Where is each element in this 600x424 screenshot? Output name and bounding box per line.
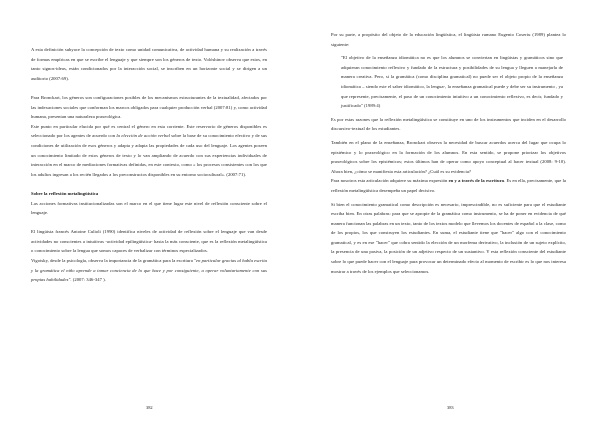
left-paragraph-1: A esta definición subyace la concepción de texto como unidad comunicativa, de actividad humana y su realización a través de formas empíricas en que se escribe el lenguaje y que siempre son los géneros de texto. Volóshinov observa que estos, en tanto signos-ideas, están condicionados por la interacción social, se inscriben en un horizonte social y se dirigen a un auditorio (2007:69). — [31, 47, 267, 81]
page-number-left: 382 — [146, 405, 153, 410]
left-paragraph-5: El lingüista francés Antoine Culioli (1990) identifica niveles de actividad de reflexión sobre el lenguaje que van desde actividades no conscientes a intuitivas -actividad epilingüística- hasta la más consciente, que es la reflexión metalingüística o conocimiento sobre la lengua que somos capaces de verbalizar con términos especializados. — [31, 229, 267, 254]
left-paragraph-6: Vigotsky, desde la psicología, observa la importancia de la gramática para la escritura "en particular gracias al habla escrita y la gramática el niño aprende a tomar conciencia de lo que hace y por consiguiente, a operar voluntariamente con sus propias habilidades". (2007: 346-347 ). — [31, 258, 267, 283]
right-paragraph-1: Por su parte, a propósito del objeto de la educación lingüística, el lingüista rumano Eugenio Coseriu (1989) plantea lo siguiente: — [331, 32, 566, 47]
right-paragraph-4: Para nosotros esta articulación adquiere su máxima expresión en y a través de la escritura. Es en ella, precisamente, que la reflexión metalingüística desempeña un papel decisivo. — [331, 178, 566, 193]
right-page — [300, 0, 600, 424]
right-text-block — [331, 30, 566, 276]
left-paragraph-4: Las acciones formativas institucionalizadas son el marco en el que tiene lugar este nivel de reflexión consciente sobre el lenguaje. — [31, 200, 267, 216]
left-paragraph-3: Este punto en particular elucida por qué es central el género en esta corriente. Este reservorio de géneros disponibles es seleccionado por los agentes de acuerdo con la elección de acción verbal sobre la base de su conocimiento efectivo y de sus condiciones de utilización de esos géneros y adapta y adapta las propiedades de cada uso del lenguaje. Los agentes poseen un conocimiento limitado de estos géneros de texto y lo van ampliando de acuerdo con sus experiencias individuales de interacción en el marco de mediaciones formativas definidas, en este contexto, como « los procesos consistentes con los que los adultos ingresan a los recién llegados a los preconstructos disponibles en su entorno sociocultural». (2007:71). — [31, 123, 267, 177]
page-number-right: 383 — [447, 405, 454, 410]
left-paragraph-2: Para Bronckart, los géneros son configuraciones posibles de los mecanismos estructurantes de la textualidad, afectados por las indexaciones sociales que conforman los marcos obligados para cualquier producción verbal (2007:81) y, como actividad humana, presentan una naturaleza praxeológica. — [31, 94, 267, 120]
right-paragraph-3: También en el plano de la enseñanza, Bronckart observa la necesidad de buscar acuerdos acerca del lugar que ocupa lo epistémico y lo praxeológico en la formación de los alumnos. En esta sentido, se propone priorizar los objetivos praxeológicos sobre los epistémicos; estos últimos han de operar como apoyo conceptual al hacer textual (2008: 9-10). Ahora bien, ¿cómo se manifiesta esta articulación? ¿Cuál es su evidencia? — [331, 139, 566, 174]
right-paragraph-5: Si bien el conocimiento gramatical como descripción es necesario, imprescindible, no es suficiente para que el estudiante escriba bien. En otras palabras: para que se apropie de la gramática como instrumento, se ha de poner en evidencia de qué manera funcionan las palabras en un texto, tanto de los textos modelo que llevemos los docentes de español a la clase, como de los propios, los que construyen los estudiantes. En suma, el estudiante tiene que "hacer" algo con el conocimiento gramatical, y es en ese "hacer" que cobra sentido la elección de un morfema derivativo, la inclusión de un sujeto explícito, la presencia de una pasiva, la posición de un adjetivo respecto de un sustantivo. Y esta reflexión consciente del estudiante sobre lo que puede hacer con el lenguaje para provocar un determinado efecto al momento de escribir es lo que nos interesa mostrar a través de los ejemplos que seleccionamos. — [331, 201, 566, 274]
block-quote: "El objetivo de la enseñanza idiomática no es que los alumnos se conviertan en lingüistas y gramáticos sino que adquieran conocimiento reflexivo y fundado de la estructura y posibilidades de su lengua y lleguen a manejarla de manera creativa. Pero, si la gramática (como disciplina gramatical) no puede ser el objeto propio de la enseñanza idiomática – siendo este el saber idiomático, la lengua-, la enseñanza gramatical puede y debe ser su instrumento , ya que represente, precisamente, el paso de un conocimiento intuitivo a un conocimiento reflexivo, es decir, fundado y justificado" (1989:4) — [341, 55, 563, 109]
right-paragraph-2: Es por estas razones que la reflexión metalingüística se constituye en uno de los instrumentos que inciden en el desarrollo discursivo-textual de los estudiantes. — [331, 116, 566, 132]
left-text-block — [31, 45, 267, 285]
section-heading: Sobre la reflexión metalingüística — [31, 190, 99, 196]
